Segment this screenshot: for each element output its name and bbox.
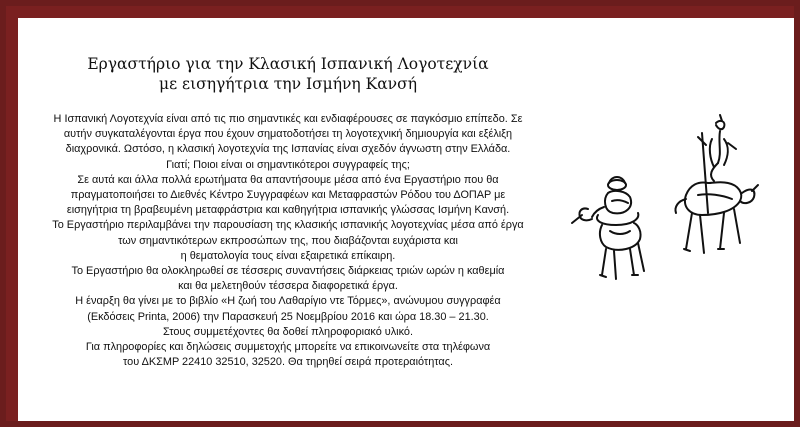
body-line: Για πληροφορίες και δηλώσεις συμμετοχής μπορείτε να επικοινωνείτε στα τηλέφωνα xyxy=(85,341,491,354)
title-line-2: με εισηγήτρια την Ισμήνη Κανσή xyxy=(159,75,417,93)
body-line: Η έναρξη θα γίνει με το βιβλίο «Η ζωή του Λαθαρίγιο ντε Τόρμες», ανώνυμου συγγραφέα xyxy=(75,295,501,308)
document-title xyxy=(18,54,558,94)
body-line: Στους συμμετέχοντες θα δοθεί πληροφοριακό υλικό. xyxy=(162,325,413,338)
body-line: Σε αυτά και άλλα πολλά ερωτήματα θα απαντήσουμε μέσα από ένα Εργαστήριο που θα xyxy=(77,173,499,186)
body-line: διαχρονικά. Ωστόσο, η κλασική λογοτεχνία της Ισπανίας είναι σχεδόν άγνωστη στην Ελλάδα. xyxy=(65,143,511,156)
body-line: πραγματοποιήσει το Διεθνές Κέντρο Συγγραφέων και Μεταφραστών Ρόδου του ΔΟΠΑΡ με xyxy=(70,189,506,202)
body-line: Η Ισπανική Λογοτεχνία είναι από τις πιο σημαντικές και ενδιαφέρουσες σε παγκόσμιο επίπεδο. Σε xyxy=(53,113,523,125)
don-quixote-sancho-sketch-icon xyxy=(558,103,798,303)
body-line: των σημαντικότερων εκπροσώπων της, που διαβάζονται ευχάριστα και xyxy=(118,234,458,247)
body-line: του ΔΚΣΜΡ 22410 32510, 32520. Θα τηρηθεί σειρά προτεραιότητας. xyxy=(123,356,453,369)
document-body xyxy=(18,112,558,370)
body-line: και θα μελετηθούν τέσσερα διαφορετικά έργα. xyxy=(178,280,398,293)
body-line: αυτήν συγκαταλέγονται έργα που έχουν σηματοδοτήσει τη λογοτεχνική δημιουργία και εξέλιξη xyxy=(63,128,513,141)
quixote-figure xyxy=(675,115,758,253)
document-page xyxy=(18,18,794,421)
body-line: η θεματολογία τους είναι εξαιρετικά επίκαιρη. xyxy=(180,249,396,262)
title-line-1: Εργαστήριο για την Κλασική Ισπανική Λογοτεχνία xyxy=(87,55,489,73)
body-line: Το Εργαστήριο περιλαμβάνει την παρουσίαση της κλασικής ισπανικής λογοτεχνίας μέσα από έργα xyxy=(52,219,524,232)
body-line: Γιατί; Ποιοι είναι οι σημαντικότεροι συγγραφείς της; xyxy=(166,158,410,171)
body-line: (Εκδόσεις Printa, 2006) την Παρασκευή 25 Νοεμβρίου 2016 και ώρα 18.30 – 21.30. xyxy=(87,310,489,323)
sancho-figure xyxy=(572,177,644,279)
body-line: εισηγήτρια τη βραβευμένη μεταφράστρια και καθηγήτρια ισπανικής γλώσσας Ισμήνη Κανσή. xyxy=(66,204,510,217)
body-line: Το Εργαστήριο θα ολοκληρωθεί σε τέσσερις συναντήσεις διάρκειας τριών ωρών η καθεμία xyxy=(71,265,505,278)
